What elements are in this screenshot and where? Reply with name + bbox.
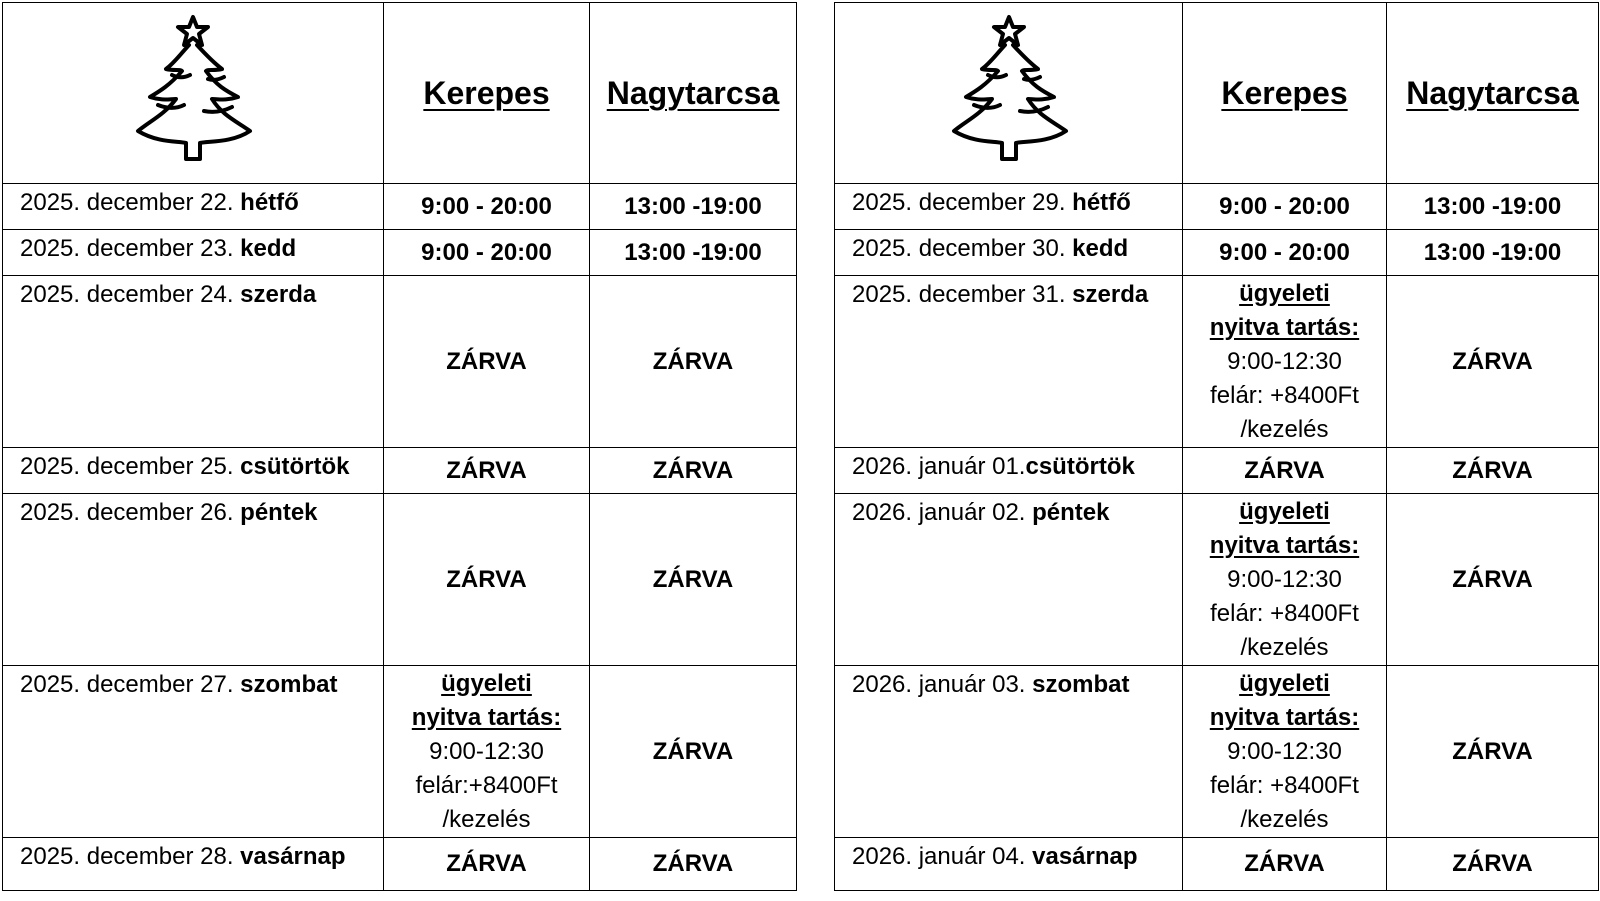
duty-fee-unit: /kezelés — [1240, 415, 1329, 443]
schedule-row — [835, 666, 1599, 838]
kerepes-hours: 9:00 - 20:00 — [384, 230, 590, 276]
date-text: 2025. december 24. — [20, 281, 241, 308]
duty-title-line1: ügyeleti — [1239, 497, 1330, 525]
duty-fee: felár: +8400Ft — [1210, 381, 1359, 409]
date-cell — [3, 184, 384, 230]
schedule-row — [835, 184, 1599, 230]
date-cell — [835, 838, 1183, 891]
duty-hours: 9:00-12:30 — [1227, 737, 1342, 765]
weekday-text: kedd — [240, 235, 297, 262]
weekday-text: hétfő — [240, 189, 299, 216]
nagytarcsa-hours: 13:00 -19:00 — [590, 230, 797, 276]
duty-fee: felár: +8400Ft — [1210, 599, 1359, 627]
date-text: 2026. január 01. — [852, 453, 1026, 480]
duty-fee-unit: /kezelés — [1240, 805, 1329, 833]
date-cell — [835, 666, 1183, 838]
nagytarcsa-status: ZÁRVA — [1387, 838, 1599, 891]
date-text: 2025. december 23. — [20, 235, 241, 262]
date-text: 2026. január 02. — [852, 499, 1033, 526]
schedule-row — [3, 276, 797, 448]
schedule-row — [3, 838, 797, 891]
schedule-row — [835, 276, 1599, 448]
date-text: 2025. december 27. — [20, 671, 241, 698]
column-header-kerepes: Kerepes — [384, 3, 590, 184]
kerepes-duty-hours — [1183, 666, 1387, 838]
duty-fee: felár:+8400Ft — [415, 771, 558, 799]
nagytarcsa-status: ZÁRVA — [590, 838, 797, 891]
column-header-kerepes: Kerepes — [1183, 3, 1387, 184]
duty-hours: 9:00-12:30 — [1227, 565, 1342, 593]
christmas-tree-icon — [944, 13, 1074, 173]
date-text: 2026. január 04. — [852, 843, 1033, 870]
kerepes-status: ZÁRVA — [384, 448, 590, 494]
kerepes-status: ZÁRVA — [384, 838, 590, 891]
schedule-row — [3, 184, 797, 230]
duty-hours: 9:00-12:30 — [429, 737, 544, 765]
schedule-table-right — [834, 2, 1599, 891]
duty-fee-unit: /kezelés — [442, 805, 531, 833]
duty-title-line1: ügyeleti — [1239, 279, 1330, 307]
schedule-row — [835, 838, 1599, 891]
weekday-text: csütörtök — [1025, 453, 1135, 480]
kerepes-hours: 9:00 - 20:00 — [1183, 230, 1387, 276]
weekday-text: szombat — [240, 671, 338, 698]
christmas-tree-icon — [128, 13, 258, 173]
schedule-row — [3, 666, 797, 838]
nagytarcsa-status: ZÁRVA — [590, 276, 797, 448]
date-cell — [3, 838, 384, 891]
date-text: 2025. december 25. — [20, 453, 241, 480]
kerepes-status: ZÁRVA — [384, 276, 590, 448]
header-icon-cell — [835, 3, 1183, 184]
date-cell — [835, 448, 1183, 494]
date-cell — [3, 230, 384, 276]
date-cell — [3, 494, 384, 666]
date-text: 2025. december 26. — [20, 499, 241, 526]
duty-title-line2: nyitva tartás: — [1209, 313, 1360, 341]
date-cell — [3, 276, 384, 448]
weekday-text: vasárnap — [1032, 843, 1138, 870]
kerepes-status: ZÁRVA — [1183, 448, 1387, 494]
date-text: 2025. december 31. — [852, 281, 1073, 308]
nagytarcsa-status: ZÁRVA — [1387, 448, 1599, 494]
kerepes-duty-hours — [384, 666, 590, 838]
nagytarcsa-hours: 13:00 -19:00 — [590, 184, 797, 230]
nagytarcsa-status: ZÁRVA — [590, 448, 797, 494]
date-cell — [3, 448, 384, 494]
kerepes-duty-hours — [1183, 494, 1387, 666]
weekday-text: péntek — [1032, 499, 1110, 526]
kerepes-status: ZÁRVA — [384, 494, 590, 666]
nagytarcsa-status: ZÁRVA — [1387, 494, 1599, 666]
date-cell — [3, 666, 384, 838]
header-row — [835, 3, 1599, 184]
duty-title-line2: nyitva tartás: — [1209, 703, 1360, 731]
duty-fee: felár: +8400Ft — [1210, 771, 1359, 799]
schedule-row — [835, 448, 1599, 494]
schedule-row — [3, 494, 797, 666]
date-text: 2025. december 28. — [20, 843, 241, 870]
duty-fee-unit: /kezelés — [1240, 633, 1329, 661]
schedule-table-left — [2, 2, 797, 891]
duty-title-line1: ügyeleti — [441, 669, 532, 697]
weekday-text: hétfő — [1072, 189, 1131, 216]
duty-hours: 9:00-12:30 — [1227, 347, 1342, 375]
weekday-text: szerda — [240, 281, 317, 308]
weekday-text: péntek — [240, 499, 318, 526]
nagytarcsa-status: ZÁRVA — [1387, 276, 1599, 448]
column-header-nagytarcsa: Nagytarcsa — [1387, 3, 1599, 184]
kerepes-hours: 9:00 - 20:00 — [384, 184, 590, 230]
weekday-text: vasárnap — [240, 843, 346, 870]
weekday-text: szerda — [1072, 281, 1149, 308]
duty-title-line2: nyitva tartás: — [1209, 531, 1360, 559]
nagytarcsa-status: ZÁRVA — [590, 494, 797, 666]
nagytarcsa-hours: 13:00 -19:00 — [1387, 230, 1599, 276]
header-icon-cell — [3, 3, 384, 184]
column-header-nagytarcsa: Nagytarcsa — [590, 3, 797, 184]
kerepes-duty-hours — [1183, 276, 1387, 448]
date-cell — [835, 230, 1183, 276]
date-text: 2025. december 29. — [852, 189, 1073, 216]
duty-title-line2: nyitva tartás: — [411, 703, 562, 731]
schedule-row — [3, 448, 797, 494]
nagytarcsa-status: ZÁRVA — [590, 666, 797, 838]
schedule-row — [835, 230, 1599, 276]
weekday-text: kedd — [1072, 235, 1129, 262]
kerepes-hours: 9:00 - 20:00 — [1183, 184, 1387, 230]
date-cell — [835, 276, 1183, 448]
date-text: 2025. december 30. — [852, 235, 1073, 262]
weekday-text: szombat — [1032, 671, 1130, 698]
nagytarcsa-status: ZÁRVA — [1387, 666, 1599, 838]
kerepes-status: ZÁRVA — [1183, 838, 1387, 891]
schedule-row — [3, 230, 797, 276]
nagytarcsa-hours: 13:00 -19:00 — [1387, 184, 1599, 230]
date-cell — [835, 184, 1183, 230]
duty-title-line1: ügyeleti — [1239, 669, 1330, 697]
date-cell — [835, 494, 1183, 666]
header-row — [3, 3, 797, 184]
weekday-text: csütörtök — [240, 453, 350, 480]
date-text: 2026. január 03. — [852, 671, 1033, 698]
date-text: 2025. december 22. — [20, 189, 241, 216]
schedule-row — [835, 494, 1599, 666]
